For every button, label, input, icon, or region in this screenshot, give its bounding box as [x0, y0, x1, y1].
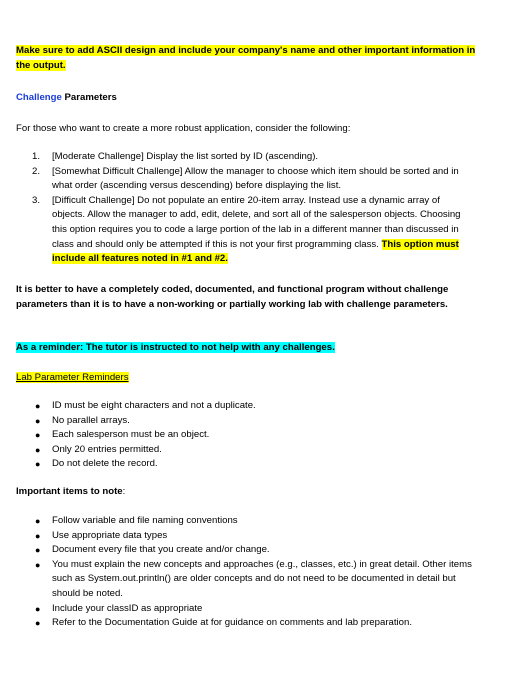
- intro-note: [16, 44, 490, 73]
- list-item-text: Do not delete the record.: [52, 458, 158, 470]
- bullet-icon: ●: [35, 516, 41, 526]
- list-item: [32, 414, 474, 429]
- bullet-icon: ●: [35, 603, 41, 614]
- bullet-icon: ●: [35, 545, 41, 556]
- list-item: [32, 514, 474, 529]
- list-item-text: Only 20 entries permitted.: [52, 443, 162, 455]
- lab-reminders-heading-text: Lab Parameter Reminders: [16, 372, 129, 383]
- list-item-text: You must explain the new concepts and approaches (e.g., classes, etc.) in great detail. Other items such as System.out.println() are older concepts and do not need to be documented in detail but should be noted.: [52, 558, 472, 599]
- list-item: [32, 543, 474, 558]
- bullet-icon: ●: [35, 530, 41, 541]
- challenge-item: [32, 165, 474, 194]
- bullet-icon: ●: [35, 559, 41, 570]
- bullet-icon: ●: [35, 415, 41, 426]
- important-items-list: [32, 514, 474, 631]
- bullet-icon: ●: [35, 444, 41, 455]
- bullet-icon: ●: [35, 459, 41, 470]
- list-item: [32, 457, 474, 472]
- list-item: [32, 558, 474, 602]
- challenge-text: [Somewhat Difficult Challenge] Allow the manager to choose which item should be sorted and in what order (ascending versus descending) before displaying the list.: [52, 165, 459, 192]
- list-item: [32, 616, 474, 631]
- bullet-icon: ●: [35, 401, 41, 411]
- important-heading-suffix: :: [122, 486, 126, 497]
- challenge-heading-word1: Challenge: [16, 92, 62, 103]
- lab-reminders-list: [32, 399, 474, 472]
- challenge-item: [32, 150, 474, 165]
- challenge-heading: [16, 91, 490, 106]
- tutor-reminder: [16, 341, 490, 356]
- challenge-number: 1.: [32, 151, 41, 162]
- list-item-text: Follow variable and file naming conventions: [52, 515, 238, 526]
- bullet-icon: ●: [35, 430, 41, 441]
- list-item-text: Each salesperson must be an object.: [52, 429, 210, 441]
- list-item-text: No parallel arrays.: [52, 414, 130, 426]
- challenge-number: 3.: [32, 194, 41, 206]
- important-heading: [16, 485, 490, 500]
- list-item: [32, 428, 474, 443]
- list-item-text: Use appropriate data types: [52, 529, 168, 541]
- list-item-text: Refer to the Documentation Guide at for guidance on comments and lab preparation.: [52, 617, 412, 629]
- better-note: It is better to have a completely coded, documented, and functional program without challenge parameters than it is to have a non-working or partially working lab with challenge parameters.: [16, 284, 449, 310]
- important-heading-text: Important items to note: [16, 486, 123, 497]
- list-item: [32, 529, 474, 544]
- intro-note-text: Make sure to add ASCII design and include your company's name and other important information in the output.: [16, 45, 476, 71]
- lab-reminders-heading: [16, 371, 490, 386]
- list-item: [32, 443, 474, 458]
- list-item-text: ID must be eight characters and not a duplicate.: [52, 400, 256, 411]
- challenge-highlight: This option must include all features noted in #1 and #2.: [52, 238, 459, 265]
- list-item-text: Include your classID as appropriate: [52, 602, 203, 614]
- challenge-number: 2.: [32, 165, 41, 177]
- bullet-icon: ●: [35, 618, 41, 629]
- tutor-reminder-text: As a reminder: The tutor is instructed to not help with any challenges.: [16, 342, 335, 353]
- challenge-item: [32, 194, 474, 267]
- list-item: [32, 602, 474, 617]
- challenges-list: [32, 150, 474, 267]
- challenge-text: [Difficult Challenge] Do not populate an entire 20-item array. Instead use a dynamic array of objects. Allow the manager to add, edit, delete, and sort all of the salesperson objects. Choosing this option requires you to code a large portion of the lab in a different manner than discussed in class and should only be attempted if this is not your first programming class.: [52, 194, 461, 250]
- list-item: [32, 399, 474, 414]
- list-item-text: Document every file that you create and/or change.: [52, 544, 270, 556]
- challenge-heading-word2: Parameters: [64, 92, 117, 103]
- challenge-intro: For those who want to create a more robust application, consider the following:: [16, 123, 351, 134]
- challenge-text: [Moderate Challenge] Display the list sorted by ID (ascending).: [52, 151, 319, 162]
